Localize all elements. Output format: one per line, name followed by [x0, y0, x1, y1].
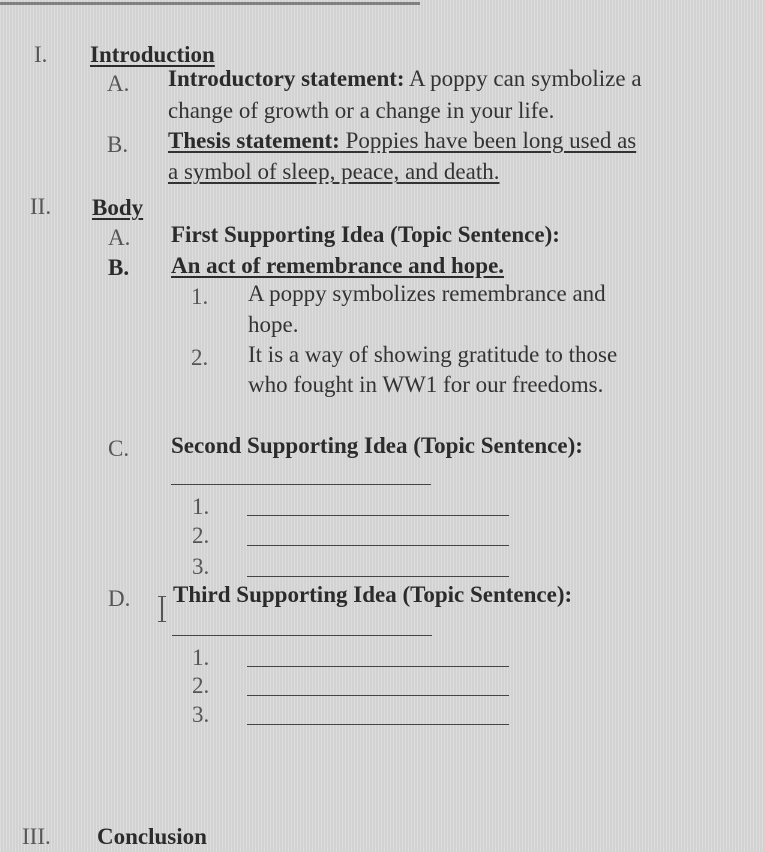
b-item-2-num: 2. — [191, 345, 209, 370]
d-item-3-blank — [247, 724, 509, 725]
d-item-1-blank — [247, 666, 509, 667]
b-item-1-line1: A poppy symbolizes remembrance and — [248, 281, 606, 306]
third-idea-blank — [172, 635, 432, 636]
third-supporting-idea: Third Supporting Idea (Topic Sentence): — [173, 582, 573, 607]
first-supporting-idea: First Supporting Idea (Topic Sentence): — [171, 222, 560, 247]
introductory-statement-text: A poppy can symbolize a — [404, 66, 642, 91]
act-of-remembrance: An act of remembrance and hope. — [171, 253, 505, 278]
d-item-3-num: 3. — [192, 702, 210, 727]
c-item-3-blank — [247, 576, 509, 577]
body-b-letter: B. — [108, 255, 130, 280]
heading-introduction: Introduction — [90, 42, 215, 67]
thesis-statement — [168, 126, 636, 156]
heading-conclusion: Conclusion — [97, 824, 207, 849]
thesis-statement-label: Thesis statement: — [168, 128, 340, 153]
d-item-1-num: 1. — [192, 645, 210, 670]
intro-a-letter: A. — [107, 71, 130, 96]
b-item-1-num: 1. — [191, 284, 209, 309]
thesis-statement-cont: a symbol of sleep, peace, and death. — [168, 159, 500, 184]
b-item-2-line1: It is a way of showing gratitude to those — [248, 342, 618, 367]
introductory-statement-cont: change of growth or a change in your life. — [168, 98, 555, 123]
d-item-2-num: 2. — [192, 673, 210, 698]
body-c-letter: C. — [108, 436, 130, 461]
numeral-iii: III. — [22, 824, 51, 849]
b-item-2-line2: who fought in WW1 for our freedoms. — [248, 372, 604, 397]
introductory-statement — [168, 64, 642, 94]
second-supporting-idea: Second Supporting Idea (Topic Sentence): — [171, 433, 583, 458]
body-a-letter: A. — [108, 225, 131, 250]
c-item-2-blank — [247, 545, 509, 546]
cut-off-title-strip — [0, 0, 765, 12]
numeral-i: I. — [34, 42, 48, 67]
cut-off-title-underline — [0, 2, 420, 5]
c-item-2-num: 2. — [192, 523, 210, 548]
c-item-1-num: 1. — [192, 494, 210, 519]
second-idea-blank — [171, 484, 431, 485]
body-d-letter: D. — [108, 586, 131, 611]
c-item-3-num: 3. — [192, 554, 210, 579]
introductory-statement-label: Introductory statement: — [168, 66, 405, 91]
text-cursor-icon — [157, 595, 167, 625]
thesis-statement-text: Poppies have been long used as — [339, 128, 637, 153]
d-item-2-blank — [247, 695, 509, 696]
b-item-1-line2: hope. — [248, 312, 299, 337]
intro-b-letter: B. — [107, 132, 129, 157]
heading-body: Body — [92, 195, 144, 220]
c-item-1-blank — [247, 515, 509, 516]
numeral-ii: II. — [30, 194, 52, 219]
